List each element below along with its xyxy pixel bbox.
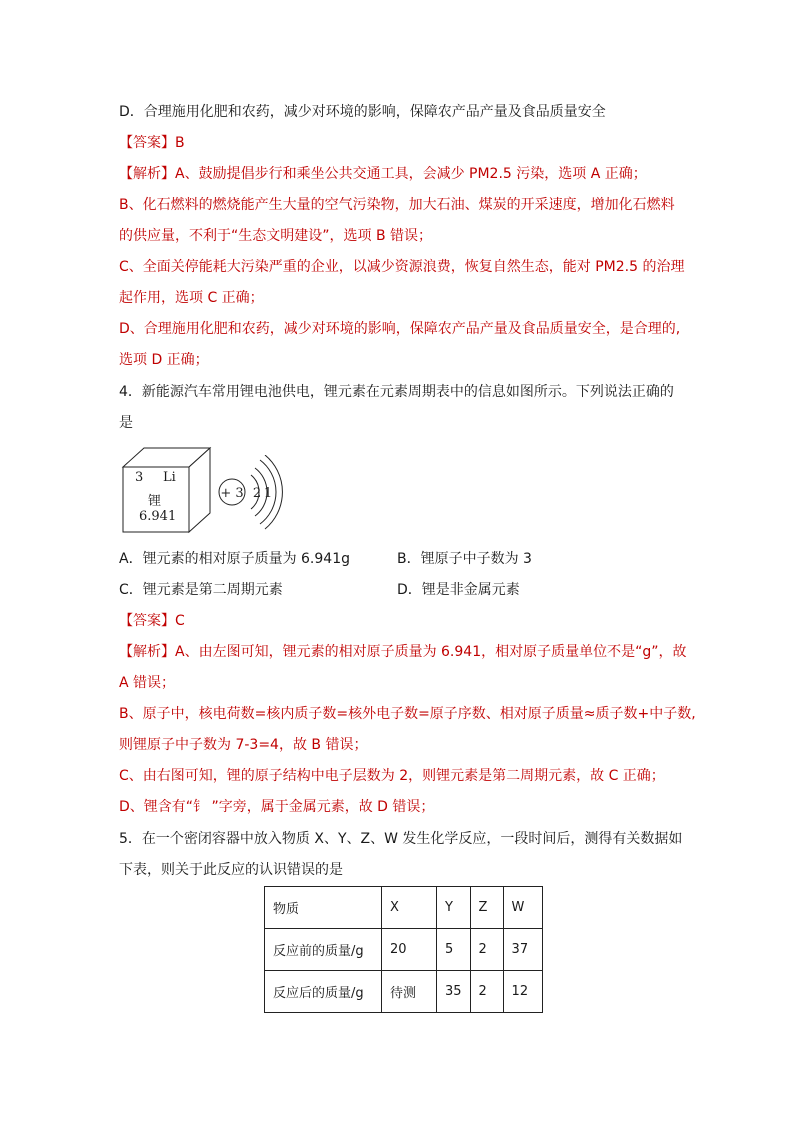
table-header-cell: 物质 — [265, 887, 382, 929]
analysis-text: A、由左图可知，锂元素的相对原子质量为 6.941，相对原子质量单位不是“g”，故 — [175, 644, 687, 660]
table-cell: 2 — [470, 971, 503, 1013]
table-cell: 12 — [503, 971, 542, 1013]
shell-1-electrons: 2 — [252, 486, 262, 501]
table-header-cell: W — [503, 887, 542, 929]
q3-analysis-d1: D、合理施用化肥和农药，减少对环境的影响，保障农产品产量及食品质量安全，是合理的, — [119, 321, 681, 337]
q4-analysis-c: C、由右图可知，锂的原子结构中电子层数为 2，则锂元素是第二周期元素，故 C 正确； — [119, 768, 665, 784]
q3-option-d: D．合理施用化肥和农药，减少对环境的影响，保障农产品产量及食品质量安全 — [119, 104, 606, 120]
q4-option-b: B．锂原子中子数为 3 — [397, 551, 532, 567]
q4-stem-line2: 是 — [119, 415, 133, 431]
q3-analysis-b2: 的供应量，不利于“生态文明建设”，选项 B 错误； — [119, 228, 433, 244]
table-header-cell: X — [382, 887, 437, 929]
q4-option-d: D．锂是非金属元素 — [397, 582, 520, 598]
nucleus-charge: + 3 — [220, 486, 244, 501]
q4-answer — [119, 611, 185, 631]
element-name: 锂 — [148, 494, 162, 509]
table-cell: 5 — [437, 929, 471, 971]
table-cell: 2 — [470, 929, 503, 971]
table-cell: 35 — [437, 971, 471, 1013]
table-header-row — [265, 887, 543, 929]
q4-analysis-d: D、锂含有“钅 ”字旁，属于金属元素，故 D 错误； — [119, 799, 435, 815]
q4-analysis-a1 — [119, 642, 687, 662]
analysis-label: 【解析】 — [119, 166, 175, 182]
q3-analysis-a — [119, 164, 647, 184]
q5-stem-line1: 5．在一个密闭容器中放入物质 X、Y、Z、W 发生化学反应，一段时间后，测得有关数据如 — [119, 831, 683, 847]
answer-value: C — [175, 613, 185, 629]
shell-2-electrons: 1 — [263, 486, 273, 501]
table-row — [265, 971, 543, 1013]
table-cell: 20 — [382, 929, 437, 971]
q4-analysis-b1: B、原子中，核电荷数=核内质子数=核外电子数=原子序数、相对原子质量≈质子数+中子数, — [119, 706, 696, 722]
table-header-cell: Z — [470, 887, 503, 929]
atom-structure-diagram — [215, 455, 285, 530]
q4-stem-line1: 4．新能源汽车常用锂电池供电，锂元素在元素周期表中的信息如图所示。下列说法正确的 — [119, 384, 674, 400]
q3-analysis-d2: 选项 D 正确； — [119, 352, 209, 368]
q5-stem-line2: 下表，则关于此反应的认识错误的是 — [119, 862, 343, 878]
q3-answer — [119, 133, 185, 153]
q4-option-a: A．锂元素的相对原子质量为 6.941g — [119, 551, 350, 567]
q4-analysis-a2: A 错误； — [119, 675, 176, 691]
answer-value: B — [175, 135, 185, 151]
atomic-mass: 6.941 — [139, 509, 177, 524]
table-row — [265, 929, 543, 971]
table-cell: 37 — [503, 929, 542, 971]
table-header-cell: Y — [437, 887, 471, 929]
reaction-data-table — [264, 886, 543, 1013]
table-cell: 反应前的质量/g — [265, 929, 382, 971]
q4-analysis-b2: 则锂原子中子数为 7-3=4，故 B 错误； — [119, 737, 368, 753]
analysis-label: 【解析】 — [119, 644, 175, 660]
q3-analysis-c2: 起作用，选项 C 正确； — [119, 290, 264, 306]
answer-label: 【答案】 — [119, 613, 175, 629]
analysis-text: A、鼓励提倡步行和乘坐公共交通工具，会减少 PM2.5 污染，选项 A 正确； — [175, 166, 647, 182]
table-cell: 反应后的质量/g — [265, 971, 382, 1013]
atomic-number: 3 — [135, 470, 144, 485]
answer-label: 【答案】 — [119, 135, 175, 151]
element-symbol: Li — [163, 470, 176, 485]
q3-analysis-c1: C、全面关停能耗大污染严重的企业，以减少资源浪费，恢复自然生态，能对 PM2.5 的治理 — [119, 259, 685, 275]
q4-option-c: C．锂元素是第二周期元素 — [119, 582, 283, 598]
q3-analysis-b1: B、化石燃料的燃烧能产生大量的空气污染物，加大石油、煤炭的开采速度，增加化石燃料 — [119, 197, 675, 213]
table-cell: 待测 — [382, 971, 437, 1013]
